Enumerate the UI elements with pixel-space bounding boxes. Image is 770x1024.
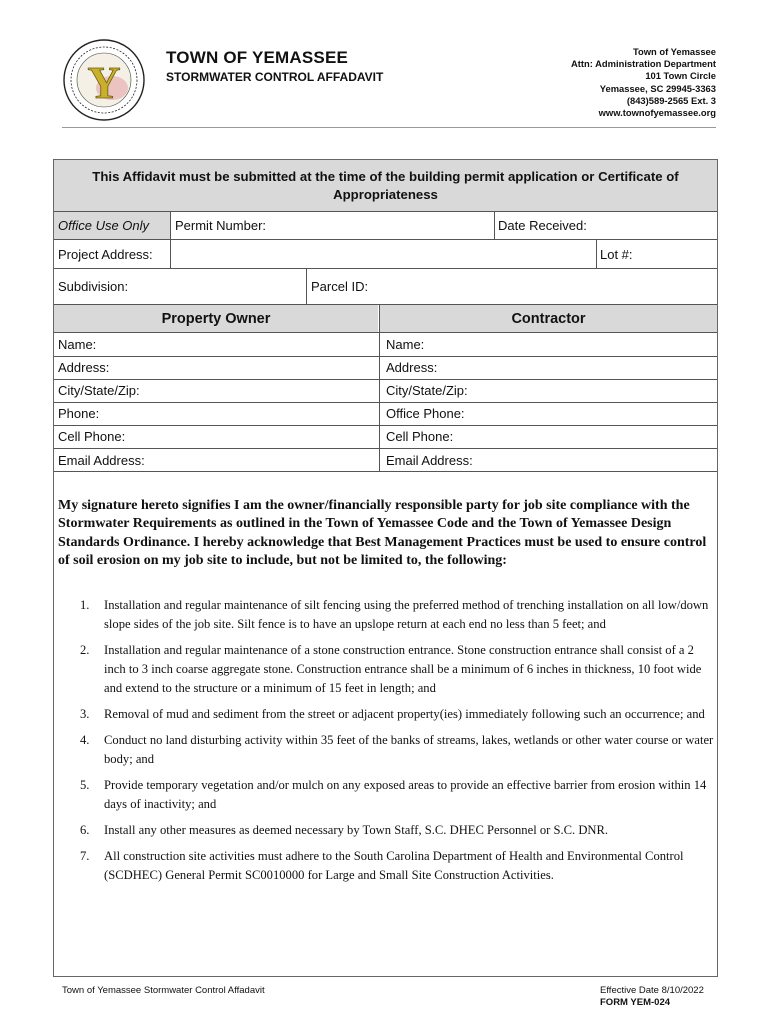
list-item: 3. Removal of mud and sediment from the street or adjacent property(ies) immediately following such an occurrence; and bbox=[80, 707, 705, 721]
owner-phone-field[interactable]: Phone: bbox=[58, 406, 100, 421]
submission-notice: This Affidavit must be submitted at the time of the building permit application or Certificate of Appropriateness bbox=[54, 160, 717, 212]
grid-line bbox=[54, 268, 717, 269]
grid-line bbox=[54, 471, 717, 472]
contractor-city-state-zip-field[interactable]: City/State/Zip: bbox=[386, 383, 468, 398]
grid-line bbox=[494, 212, 495, 239]
bmp-list bbox=[80, 596, 716, 892]
grid-line bbox=[54, 239, 717, 240]
address-line: (843)589-2565 Ext. 3 bbox=[626, 94, 716, 106]
owner-address-field[interactable]: Address: bbox=[58, 360, 110, 375]
owner-name-field[interactable]: Name: bbox=[58, 337, 97, 352]
property-owner-heading: Property Owner bbox=[54, 305, 378, 332]
website-link[interactable]: www.townofyemassee.org bbox=[598, 107, 716, 119]
owner-email-field[interactable]: Email Address: bbox=[58, 452, 145, 468]
list-item: 6. Install any other measures as deemed necessary by Town Staff, S.C. DHEC Personnel or S.C. DNR. bbox=[80, 823, 609, 837]
grid-line bbox=[596, 240, 597, 268]
owner-city-state-zip-field[interactable]: City/State/Zip: bbox=[58, 383, 140, 398]
grid-line bbox=[54, 448, 717, 449]
parcel-id-field[interactable]: Parcel ID: bbox=[311, 278, 369, 294]
contractor-email-field[interactable]: Email Address: bbox=[386, 452, 473, 468]
address-line: Yemassee, SC 29945-3363 bbox=[599, 82, 716, 94]
list-item: 5. Provide temporary vegetation and/or mulch on any exposed areas to provide an effective barrier from erosion within 14 days of inactivity; and bbox=[80, 778, 707, 811]
owner-cell-phone-field[interactable]: Cell Phone: bbox=[58, 429, 126, 444]
footer-form-number: FORM YEM-024 bbox=[600, 997, 671, 1008]
grid-line bbox=[54, 356, 717, 357]
address-line: Town of Yemassee bbox=[632, 46, 716, 57]
list-item: 1. Installation and regular maintenance of silt fencing using the preferred method of trenching installation on all low/down slope sides of the job site. Silt fence is to have an upslope return at each end no less than 5 feet; and bbox=[80, 598, 709, 631]
footer-effective-date: Effective Date 8/10/2022 bbox=[600, 985, 704, 996]
grid-line bbox=[54, 304, 717, 305]
grid-line bbox=[54, 379, 717, 380]
contractor-cell-phone-field[interactable]: Cell Phone: bbox=[386, 429, 454, 444]
page-subtitle: STORMWATER CONTROL AFFADAVIT bbox=[166, 70, 384, 84]
project-address-label: Project Address: bbox=[58, 246, 153, 262]
town-address-block bbox=[571, 46, 716, 119]
contractor-heading: Contractor bbox=[380, 305, 717, 332]
lot-number-field[interactable]: Lot #: bbox=[600, 246, 633, 262]
contractor-name-field[interactable]: Name: bbox=[386, 337, 425, 352]
list-item: 7. All construction site activities must adhere to the South Carolina Department of Health and Environmental Control (SCDHEC) General Permit SC0010000 for Large and Small Site Construction Activities. bbox=[80, 849, 684, 882]
list-item: 4. Conduct no land disturbing activity within 35 feet of the banks of streams, lakes, wetlands or other water course or water body; and bbox=[80, 733, 714, 766]
grid-line bbox=[54, 332, 717, 333]
town-seal-logo bbox=[62, 38, 146, 122]
contractor-address-field[interactable]: Address: bbox=[386, 360, 438, 375]
subdivision-field[interactable]: Subdivision: bbox=[58, 278, 129, 294]
grid-line bbox=[54, 425, 717, 426]
signature-statement: My signature hereto signifies I am the owner/financially responsible party for job site compliance with the Stormwater Requirements as outlined in the Town of Yemassee Code and the Town of Yemassee Design Standards Ordinance. I hereby acknowledge that Best Management Practices must be used to ensure control of soil erosion on my job site to include, but not be limited to, the following: bbox=[58, 498, 707, 569]
grid-line bbox=[170, 212, 171, 268]
address-line: Attn: Administration Department bbox=[571, 58, 716, 70]
date-received-field[interactable]: Date Received: bbox=[498, 218, 587, 233]
svg-text:Y: Y bbox=[87, 57, 121, 108]
list-item: 2. Installation and regular maintenance of a stone construction entrance. Stone construction entrance shall consist of a 2 inch to 3 inch coarse aggregate stone. Construction entrance shall be a minimum of 6 inches in thickness, 10 foot wide and extend to the structure or a minimum of 15 feet in length; and bbox=[80, 643, 702, 695]
project-address-input[interactable] bbox=[171, 240, 596, 268]
office-use-label: Office Use Only bbox=[54, 212, 170, 239]
permit-number-field[interactable]: Permit Number: bbox=[175, 218, 267, 233]
grid-line bbox=[54, 402, 717, 403]
contractor-office-phone-field[interactable]: Office Phone: bbox=[386, 406, 465, 421]
address-line: 101 Town Circle bbox=[645, 70, 716, 82]
grid-line bbox=[379, 305, 380, 472]
footer-doc-title: Town of Yemassee Stormwater Control Affadavit bbox=[62, 985, 265, 996]
header-divider bbox=[62, 127, 716, 128]
page-title: TOWN OF YEMASSEE bbox=[166, 48, 349, 67]
grid-line bbox=[306, 268, 307, 304]
